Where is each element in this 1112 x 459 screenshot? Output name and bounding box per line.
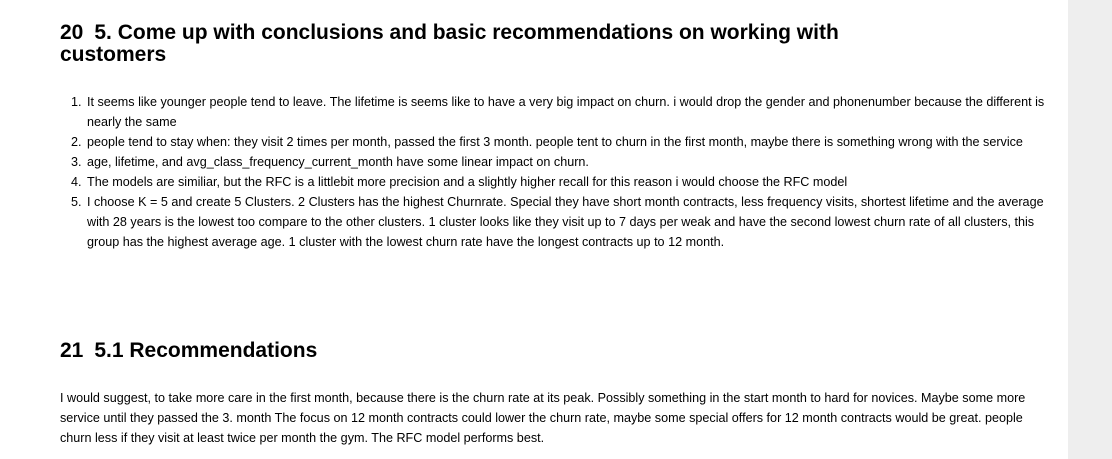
list-item-text: age, lifetime, and avg_class_frequency_current_month have some linear impact on churn. — [87, 155, 589, 169]
list-marker: 5. — [71, 195, 82, 209]
section-heading-recommendations — [60, 340, 940, 362]
section-number: 20 — [60, 21, 84, 44]
list-item — [71, 172, 1062, 192]
list-item — [71, 192, 1062, 252]
scrollbar-gutter[interactable] — [1068, 0, 1112, 459]
list-item-text: The models are similiar, but the RFC is a littlebit more precision and a slightly higher recall for this reason i would choose the RFC model — [87, 175, 848, 189]
section-title: 5. Come up with conclusions and basic recommendations on working with customers — [60, 21, 839, 66]
list-item — [71, 132, 1062, 152]
list-item — [71, 152, 1062, 172]
section-number: 21 — [60, 339, 84, 362]
list-item-text: I choose K = 5 and create 5 Clusters. 2 Clusters has the highest Churnrate. Special they have short month contracts, less frequency visits, shortest lifetime and the average with 28 years is the lowest too compare to the other clusters. 1 cluster looks like they visit up to 7 days per weak and have the second lowest churn rate of all clusters, this group has the highest average age. 1 cluster with the lowest churn rate have the longest contracts up to 12 month. — [87, 195, 1044, 249]
conclusions-list — [71, 92, 1062, 252]
section-heading-conclusions — [60, 22, 940, 66]
list-item-text: It seems like younger people tend to leave. The lifetime is seems like to have a very big impact on churn. i would drop the gender and phonenumber because the different is nearly the same — [87, 95, 1045, 129]
section-title: 5.1 Recommendations — [94, 339, 318, 362]
recommendation-paragraph: I would suggest, to take more care in the first month, because there is the churn rate at its peak. Possibly something in the start month to hard for novices. Maybe some more service until they passed the 3. month The focus on 12 month contracts could lower the churn rate, maybe some special offers for 12 month contracts would be great. people churn less if they visit at least twice per month the gym. The RFC model performs best. — [60, 391, 1026, 445]
list-marker: 3. — [71, 155, 82, 169]
list-item — [71, 92, 1062, 132]
list-marker: 4. — [71, 175, 82, 189]
list-item-text: people tend to stay when: they visit 2 times per month, passed the first 3 month. people tent to churn in the first month, maybe there is something wrong with the service — [87, 135, 1023, 149]
list-marker: 1. — [71, 95, 82, 109]
list-marker: 2. — [71, 135, 82, 149]
